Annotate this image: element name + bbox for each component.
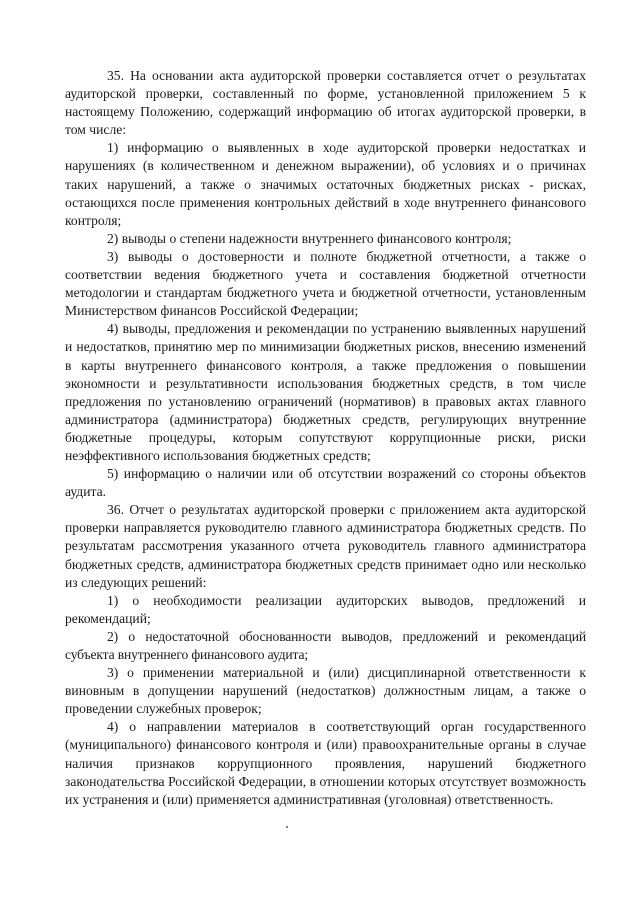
paragraph-35-item-3: 3) выводы о достоверности и полноте бюджетной отчетности, а также о соответствии ведения бюджетного учета и составления бюджетной отчетности методологии и стандартам бюджетного учета и бюджетной отчетности, установленным Министерством финансов Российской Федерации; <box>65 248 586 319</box>
document-body <box>65 67 586 809</box>
scan-speck <box>286 826 288 828</box>
paragraph-36-item-3: 3) о применении материальной и (или) дисциплинарной ответственности к виновным в допущении нарушений (недостатков) должностным лицам, а также о проведении служебных проверок; <box>65 665 586 717</box>
paragraph-36-item-2: 2) о недостаточной обоснованности выводов, предложений и рекомендаций субъекта внутреннего финансового аудита; <box>65 628 586 662</box>
paragraph-35: 35. На основании акта аудиторской проверки составляется отчет о результатах аудиторской проверки, составленный по форме, установленной приложением 5 к настоящему Положению, содержащий информацию об итогах аудиторской проверки, в том числе: <box>65 68 586 138</box>
paragraph-35-item-5: 5) информацию о наличии или об отсутствии возражений со стороны объектов аудита. <box>65 466 586 500</box>
paragraph-36: 36. Отчет о результатах аудиторской проверки с приложением акта аудиторской проверки направляется руководителю главного администратора бюджетных средств. По результатам рассмотрения указанного отчета руководитель главного администратора бюджетных средств, администратора бюджетных средств принимает одно или несколько из следующих решений: <box>65 502 586 590</box>
paragraph-35-item-4: 4) выводы, предложения и рекомендации по устранению выявленных нарушений и недостатков, принятию мер по минимизации бюджетных рисков, внесению изменений в карты внутреннего финансового контроля, а также предложения о повышении экономности и результативности использования бюджетных средств, в том числе предложения по установлению ограничений (нормативов) в правовых актах главного администратора (администратора) бюджетных средств, регулирующих внутренние бюджетные процедуры, которым сопутствуют коррупционные риски, риски неэффективного использования бюджетных средств; <box>65 321 586 463</box>
paragraph-35-item-2: 2) выводы о степени надежности внутреннего финансового контроля; <box>107 230 512 246</box>
paragraph-36-item-1: 1) о необходимости реализации аудиторских выводов, предложений и рекомендаций; <box>65 592 586 626</box>
paragraph-35-item-1: 1) информацию о выявленных в ходе аудиторской проверки недостатках и нарушениях (в количественном и денежном выражении), об условиях и о причинах таких нарушений, а также о значимых остаточных бюджетных рисках - рисках, остающихся после применения контрольных действий в ходе внутреннего финансового контроля; <box>65 140 586 228</box>
paragraph-36-item-4: 4) о направлении материалов в соответствующий орган государственного (муниципального) финансового контроля и (или) правоохранительные органы в случае наличия признаков коррупционного проявления, нарушений бюджетного законодательства Российской Федерации, в отношении которых отсутствует возможность их устранения и (или) применяется административная (уголовная) ответственность. <box>65 719 586 807</box>
